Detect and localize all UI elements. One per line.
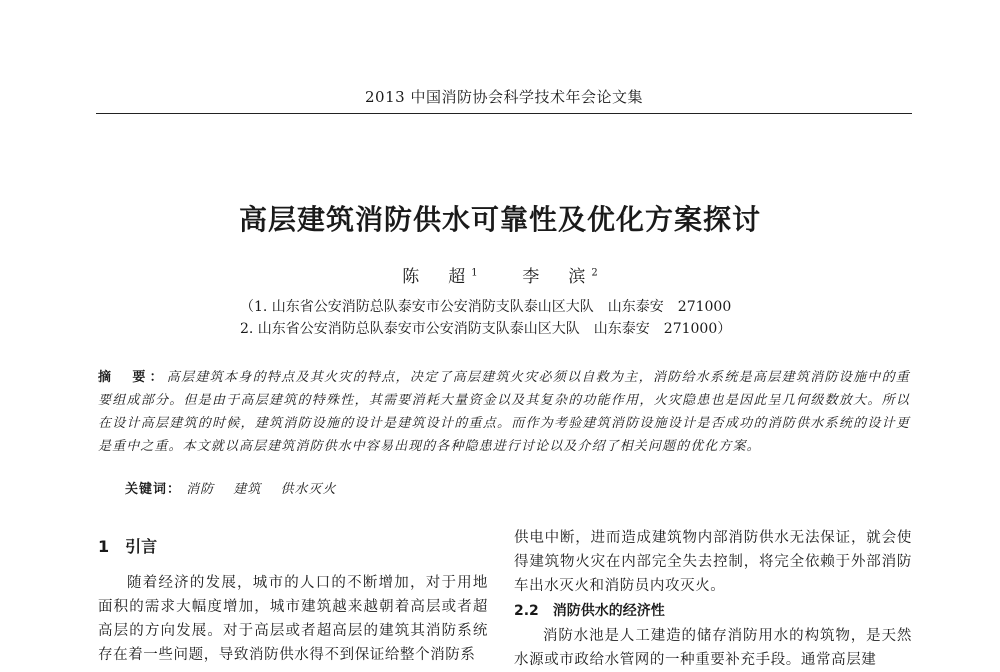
abstract xyxy=(98,366,910,458)
paper-title: 高层建筑消防供水可靠性及优化方案探讨 xyxy=(238,203,761,236)
running-header: 2013 中国消防协会科学技术年会论文集 xyxy=(365,88,643,106)
subsection-heading: 2.2 消防供水的经济性 xyxy=(514,603,665,619)
left-column xyxy=(98,534,488,667)
affiliation-line: （1. 山东省公安消防总队泰安市公安消防支队泰山区大队 山东泰安 271000 xyxy=(240,299,732,315)
author-name: 李 滨 xyxy=(522,267,592,287)
header-rule xyxy=(96,113,912,114)
keyword: 消防 xyxy=(186,482,215,497)
keyword: 建筑 xyxy=(233,482,262,497)
abstract-text: 高层建筑本身的特点及其火灾的特点，决定了高层建筑火灾必须以自救为主，消防给水系统是高层建筑消防设施中的重要组成部分。但是由于高层建筑的特殊性，其需要消耗大量资金以及其复杂的功能作用，火灾隐患也是因此呈几何级数放大。所以在设计高层建筑的时候，建筑消防设施的设计是建筑设计的重点。而作为考验建筑消防设施设计是否成功的消防供水系统的设计更是重中之重。本文就以高层建筑消防供水中容易出现的各种隐患进行讨论以及介绍了相关问题的优化方案。 xyxy=(98,370,910,454)
right-column xyxy=(514,526,912,672)
section-heading: 1 引言 xyxy=(98,537,158,556)
keyword: 供水灭火 xyxy=(280,482,337,497)
paragraph: 供电中断，进而造成建筑物内部消防供水无法保证，就会使得建筑物火灾在内部完全失去控制，将完全依赖于外部消防车出水灭火和消防员内攻灭火。 xyxy=(514,530,912,594)
author-line xyxy=(0,262,1000,287)
paragraph: 消防水池是人工建造的储存消防用水的构筑物，是天然水源或市政给水管网的一种重要补充手段。通常高层建 xyxy=(514,628,912,668)
paragraph: 随着经济的发展，城市的人口的不断增加，对于用地面积的需求大幅度增加，城市建筑越来越朝着高层或者超高层的方向发展。对于高层或者超高层的建筑其消防系统存在着一些问题，导致消防供水得不到保证给整个消防系 xyxy=(98,575,488,663)
affiliation-line: 2. 山东省公安消防总队泰安市公安消防支队泰山区大队 山东泰安 271000） xyxy=(240,321,732,337)
abstract-label: 摘 要： xyxy=(98,370,167,385)
affiliations xyxy=(240,296,731,340)
author-name: 陈 超 xyxy=(402,267,472,287)
keywords-label: 关键词： xyxy=(125,482,182,497)
keywords xyxy=(125,478,350,497)
author-affiliation-mark: 2 xyxy=(591,267,598,279)
author-affiliation-mark: 1 xyxy=(471,267,478,279)
